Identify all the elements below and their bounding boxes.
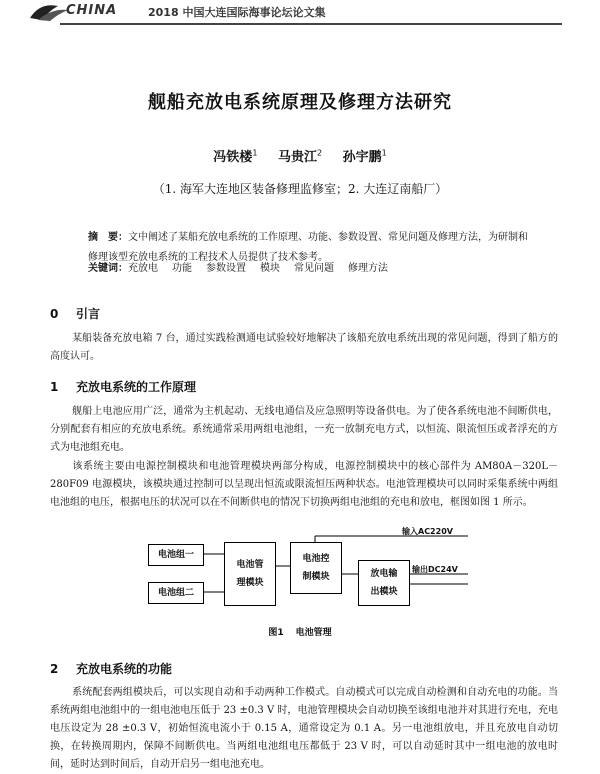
keyword: 常见问题 [294, 263, 334, 274]
author: 孙宇鹏$^1$ [342, 148, 387, 165]
paragraph: 系统配套两组模块后，可以实现自动和手动两种工作模式。自动模式可以完成自动检测和自动充电的功能。当系统两组电池组中的一组电池电压低于 23 ±0.3 V 时，电池管理模块会自动切换至该组电池并对其进行充电，充电电压设定为 28 ±0.3 V，初始恒流电流小于 0.15 A，通常设定为 0.1 A。另一电池组放电，并且充放电自动切换，在转换周期内，保障不间断供电。当两组电池组电压都低于 23 V 时，可以自动延时其中一组电池的放电时间，延时达到时间后，自动开启另一组电池充电。 [50, 687, 558, 770]
discharge-output-box: 放电输 出模块 [358, 560, 410, 606]
paragraph: 该系统主要由电源控制模块和电池管理模块两部分构成，电源控制模块中的核心部件为 AM80A－320L－280F09 电源模块，该模块通过控制可以呈现出恒流或限流恒压两种状态。电池管理模块可以同时采集系统中两组电池组的电压，根据电压的状况可以在不间断供电的情况下切换两组电池组的充电和放电，框图如图 1 所示。 [50, 461, 558, 508]
battery-management-box: 电池管 理模块 [224, 542, 276, 606]
keywords-label: 关键词： [88, 263, 128, 274]
section-heading: 2 充放电系统的功能 [50, 662, 173, 676]
keyword: 参数设置 [206, 263, 246, 274]
keyword: 模块 [260, 263, 280, 274]
affiliation: （1. 海军大连地区装备修理监修室；2. 大连辽南船厂） [152, 182, 448, 196]
journal-logo-icon [28, 0, 70, 22]
figure-caption [0, 625, 600, 638]
paragraph: 某船装备充放电箱 7 台，通过实践检测通电试验较好地解决了该船充放电系统出现的常见问题，得到了船方的高度认可。 [50, 333, 558, 362]
abstract-text: 文中阐述了某船充放电系统的工作原理、功能、参数设置、常见问题及修理方法，为研制和修理该型充放电系统的工程技术人员提供了技术参考。 [88, 232, 528, 263]
figure-caption-text: 电池管理 [295, 628, 332, 638]
keywords [88, 262, 528, 276]
journal-logo-text: CHINA [66, 3, 118, 18]
section-heading: 1 充放电系统的工作原理 [50, 380, 197, 394]
author: 马贵江$^2$ [277, 148, 323, 165]
keyword: 充放电 [128, 263, 158, 274]
battery-group-2-box: 电池组二 [148, 582, 204, 604]
section-heading: 0 引言 [50, 307, 101, 321]
author-list [0, 146, 600, 165]
paragraph: 舰船上电池应用广泛，通常为主机起动、无线电通信及应急照明等设备供电。为了使各系统电池不间断供电，分别配套有相应的充放电系统。系统通常采用两组电池组，一充一放制充电方式，以恒流、限流恒压或者浮充的方式为电池组充电。 [50, 406, 558, 453]
running-header [0, 0, 600, 26]
abstract-label: 摘 要： [88, 232, 128, 243]
keyword: 功能 [172, 263, 192, 274]
figure-number: 图1 [268, 628, 284, 638]
keyword: 修理方法 [348, 263, 388, 274]
paper-title: 舰船充放电系统原理及修理方法研究 [148, 92, 452, 113]
header-rule [60, 23, 562, 25]
input-label: 输入AC220V [402, 527, 453, 536]
author: 冯铁楼$^1$ [213, 148, 258, 165]
power-control-box: 电池控 制模块 [290, 542, 342, 594]
running-header-title: 2018 中国大连国际海事论坛论文集 [148, 6, 326, 19]
battery-group-1-box: 电池组一 [148, 544, 204, 566]
output-label: 输出DC24V [412, 565, 458, 574]
